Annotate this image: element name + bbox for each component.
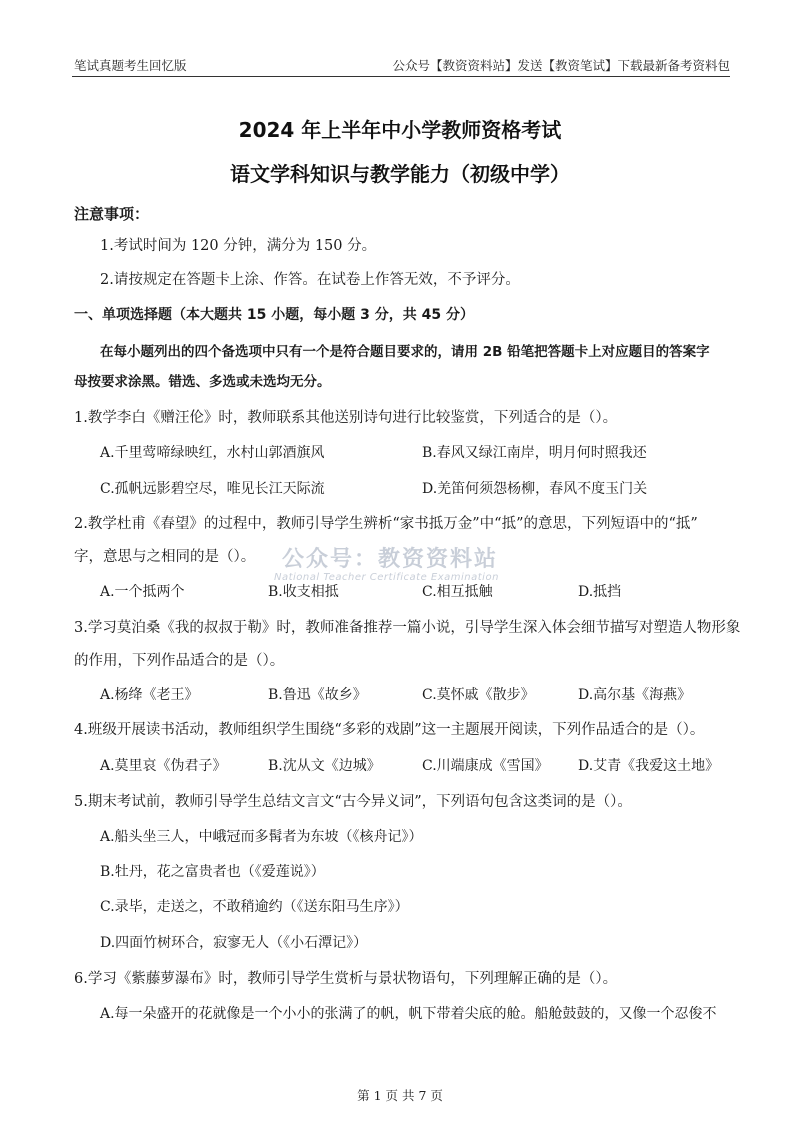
header-divider <box>72 76 730 77</box>
question-option: A.船头坐三人，中峨冠而多髯者为东坡（《核舟记》） <box>100 829 423 845</box>
question-option: B.牡丹，花之富贵者也（《爱莲说》） <box>100 864 325 880</box>
question-option: B.春风又绿江南岸，明月何时照我还 <box>422 445 647 461</box>
question-option: D.高尔基《海燕》 <box>578 687 692 703</box>
question-stem: 1.教学李白《赠汪伦》时，教师联系其他送别诗句进行比较鉴赏，下列适合的是（）。 <box>74 410 618 426</box>
notice-item: 2.请按规定在答题卡上涂、作答。在试卷上作答无效，不予评分。 <box>100 272 520 288</box>
question-stem: 字，意思与之相同的是（）。 <box>74 549 256 565</box>
header-left: 笔试真题考生回忆版 <box>74 58 187 73</box>
question-stem: 3.学习莫泊桑《我的叔叔于勒》时，教师准备推荐一篇小说，引导学生深入体会细节描写对塑造人物形象 <box>74 620 741 636</box>
question-stem: 的作用，下列作品适合的是（）。 <box>74 653 285 669</box>
section-instruction: 在每小题列出的四个备选项中只有一个是符合题目要求的，请用 2B 铅笔把答题卡上对应题目的答案字 <box>100 344 710 360</box>
notice-item: 1.考试时间为 120 分钟，满分为 150 分。 <box>100 238 377 254</box>
question-stem: 6.学习《紫藤萝瀑布》时，教师引导学生赏析与景状物语句，下列理解正确的是（）。 <box>74 971 618 987</box>
question-option: C.录毕，走送之，不敢稍逾约（《送东阳马生序》） <box>100 899 409 915</box>
exam-title: 2024 年上半年中小学教师资格考试 <box>238 118 562 142</box>
watermark-subtext: National Teacher Certificate Examination <box>274 572 499 583</box>
question-option: C.相互抵触 <box>422 584 493 600</box>
page-number: 第 1 页 共 7 页 <box>357 1088 443 1103</box>
header-right: 公众号【教资资料站】发送【教资笔试】下载最新备考资料包 <box>392 58 730 73</box>
question-option: C.莫怀戚《散步》 <box>422 687 535 703</box>
notice-heading: 注意事项： <box>74 205 150 223</box>
question-option: A.一个抵两个 <box>100 584 185 600</box>
question-option: D.羌笛何须怨杨柳，春风不度玉门关 <box>422 481 648 497</box>
question-option: C.川端康成《雪国》 <box>422 758 549 774</box>
exam-subtitle: 语文学科知识与教学能力（初级中学） <box>230 162 570 186</box>
section-instruction: 母按要求涂黑。错选、多选或未选均无分。 <box>74 374 331 390</box>
question-option: D.艾青《我爱这土地》 <box>578 758 720 774</box>
question-stem: 5.期末考试前，教师引导学生总结文言文“古今异义词”，下列语句包含这类词的是（）。 <box>74 794 632 810</box>
question-option: C.孤帆远影碧空尽，唯见长江天际流 <box>100 481 325 497</box>
question-option: A.杨绛《老王》 <box>100 687 199 703</box>
question-option: B.收支相抵 <box>268 584 339 600</box>
question-stem: 2.教学杜甫《春望》的过程中，教师引导学生辨析“家书抵万金”中“抵”的意思，下列短语中的“抵” <box>74 516 698 532</box>
question-option: A.莫里哀《伪君子》 <box>100 758 227 774</box>
question-stem: 4.班级开展读书活动，教师组织学生围绕“多彩的戏剧”这一主题展开阅读，下列作品适合的是（）。 <box>74 722 705 738</box>
question-option: D.四面竹树环合，寂寥无人（《小石潭记》） <box>100 935 368 951</box>
section-heading: 一、单项选择题（本大题共 15 小题，每小题 3 分，共 45 分） <box>74 307 474 323</box>
watermark-text: 公众号：教资资料站 <box>282 547 499 572</box>
question-option: D.抵挡 <box>578 584 622 600</box>
question-option: A.千里莺啼绿映红，水村山郭酒旗风 <box>100 445 325 461</box>
question-option: B.鲁迅《故乡》 <box>268 687 367 703</box>
question-option: A.每一朵盛开的花就像是一个小小的张满了的帆，帆下带着尖底的舱。船舱鼓鼓的，又像一个忍俊不 <box>100 1006 717 1022</box>
question-option: B.沈从文《边城》 <box>268 758 381 774</box>
